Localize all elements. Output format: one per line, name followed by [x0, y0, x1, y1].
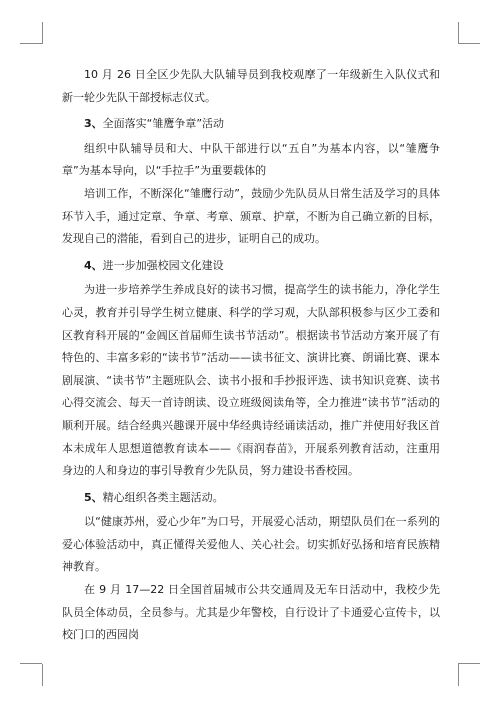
section-title: 全面落实“雏鹰争章”活动: [102, 117, 225, 131]
crop-mark-bottom-right-h: [458, 663, 480, 664]
section-heading-4: [62, 255, 440, 278]
crop-mark-top-left-h: [20, 43, 42, 44]
section-title: 精心组织各类主题活动。: [102, 490, 224, 504]
paragraph-reading-festival: 为进一步培养学生养成良好的读书习惯，提高学生的读书能力，净化学生心灵，教育并引导学生树立健康、科学的学习观，大队部积极参与区少工委和区教育科开展的“金阊区首届师生读书节活动”。根据读书节活动方案开展了有特色的、丰富多彩的“读书节”活动——读书征文、演讲比赛、朗诵比赛、课本剧展演、“读书节”主题班队会、读书小报和手抄报评选、读书知识竞赛、读书心得交流会、每天一首诗朗读、设立班级阅读角等，全力推进“读书节”活动的顺利开展。结合经典兴趣课开展中华经典诗经诵读活动，推广并使用好我区首本未成年人思想道德教育读本——《雨润春苗》，开展系列教育活动，注重用身边的人和身边的事引导教育少先队员，努力建设书香校园。: [62, 283, 440, 478]
crop-mark-bottom-right-v: [458, 664, 459, 686]
crop-mark-bottom-left-v: [42, 664, 43, 686]
document-body: [62, 64, 440, 647]
paragraph-healthy-suzhou: 以“健康苏州，爱心少年”为口号，开展爱心活动，期望队员们在一系列的爱心体验活动中，真正懂得关爱他人、关心社会。切实抓好弘扬和培育民族精神教育。: [62, 515, 440, 574]
paragraph-eagle-badge-training: 培训工作，不断深化“雏鹰行动”，鼓励少先队员从日常生活及学习的具体环节入手，通过定章、争章、考章、颁章、护章，不断为自己确立新的目标，发现自己的潜能，看到自己的进步，证明自己的成功。: [62, 186, 440, 246]
section-number: 3、: [84, 117, 103, 131]
paragraph-eagle-badge-intro: 组织中队辅导员和大、中队干部进行以“五自”为基本内容，以“雏鹰争章”为基本导向，以“手拉手”为重要载体的: [62, 141, 440, 178]
crop-mark-top-right-h: [458, 43, 480, 44]
section-heading-5: [62, 487, 440, 510]
paragraph-car-free-day: 在 9 月 17—22 日全国首届城市公共交通周及无车日活动中，我校少先队员全体动员，全员参与。尤其是少年警校，自行设计了卡通爱心宣传卡，以校门口的西园岗: [62, 583, 440, 642]
section-number: 5、: [84, 490, 103, 504]
crop-mark-top-right-v: [458, 22, 459, 44]
crop-mark-bottom-left-h: [20, 663, 42, 664]
section-title: 进一步加强校园文化建设: [102, 258, 224, 272]
paragraph-induction-ceremony: 10 月 26 日全区少先队大队辅导员到我校观摩了一年级新生入队仪式和新一轮少先队干部授标志仪式。: [62, 68, 440, 104]
section-heading-3: [62, 113, 440, 136]
crop-mark-top-left-v: [42, 22, 43, 44]
section-number: 4、: [84, 258, 103, 272]
